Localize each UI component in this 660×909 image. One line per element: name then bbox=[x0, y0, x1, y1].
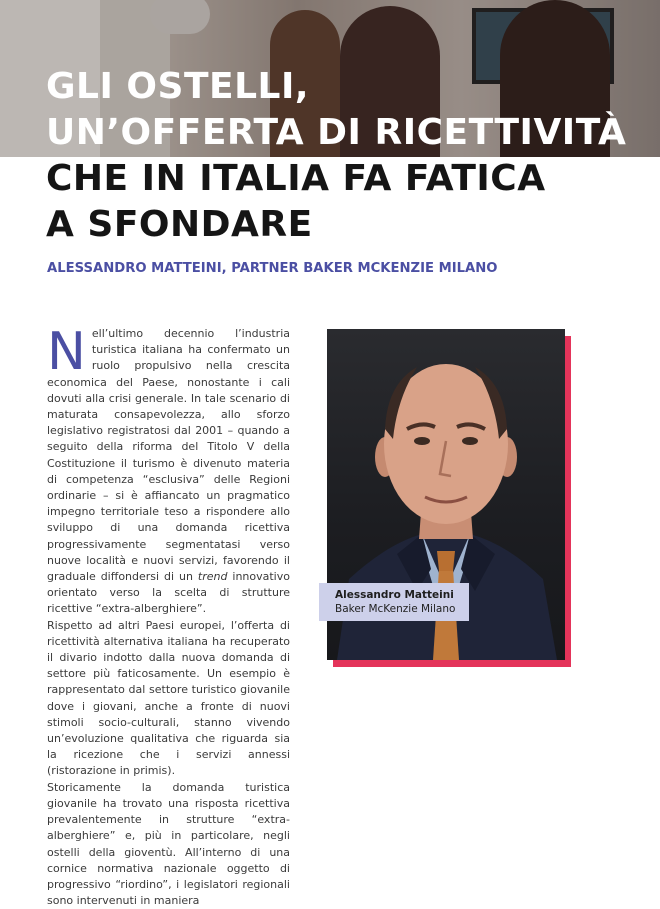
paragraph-3: Storicamente la domanda turistica giovanile ha trovato una risposta ricettiva prevalentemente in strutture “extra-alberghiere” e, più in particolare, negli ostelli della gioventù. All’interno di una cornice normativa nazionale oggetto di progressivo “riordino”, i legislatori regionali sono intervenuti in maniera bbox=[47, 780, 290, 908]
italic-term: trend bbox=[197, 570, 228, 584]
dropcap: N bbox=[47, 322, 86, 382]
portrait-caption bbox=[319, 583, 469, 621]
headline-line-1: GLI OSTELLI, bbox=[46, 66, 310, 107]
headline bbox=[46, 64, 626, 248]
paragraph-2: Rispetto ad altri Paesi europei, l’offerta di ricettività alternativa italiana ha recuperato il divario indotto dalla nuova domanda di settore più faticosamente. Un esempio è rappresentato dal settore turistico giovanile dove i giovani, anche a fronte di nuovi stimoli socio-culturali, stanno vivendo un’evoluzione qualitativa che riguarda sia la ricezione che i servizi annessi (ristorazione in primis). bbox=[47, 618, 290, 778]
paragraph-1-end: innovativo orientato verso la scelta di strutture ricettive “extra-alberghiere”. bbox=[47, 570, 290, 616]
paragraph-1 bbox=[47, 322, 290, 618]
byline: ALESSANDRO MATTEINI, PARTNER BAKER MCKENZIE MILANO bbox=[47, 261, 498, 276]
headline-line-3: CHE IN ITALIA FA FATICA bbox=[46, 158, 546, 199]
caption-name: Alessandro Matteini bbox=[335, 589, 454, 601]
article-body bbox=[47, 322, 290, 909]
headline-line-2: UN’OFFERTA DI RICETTIVITÀ bbox=[46, 112, 627, 153]
paragraph-1-text: ell’ultimo decennio l’industria turistica italiana ha confermato un ruolo propulsivo nella crescita economica del Paese, nonostante i cali dovuti alla crisi generale. In tale scenario di maturata consapevolezza, allo sforzo legislativo registratosi dal 2001 – quando a seguito della riforma del Titolo V della Costituzione il turismo è divenuto materia di competenza “esclusiva” delle Regioni ordinarie – si è affiancato un pragmatico impegno territoriale teso a rispondere allo sviluppo di una domanda ricettiva progressivamente segmentatasi verso nuove località e nuovi servizi, favorendo il graduale diffondersi di un bbox=[47, 327, 290, 584]
headline-line-4: A SFONDARE bbox=[46, 204, 313, 245]
caption-organization: Baker McKenzie Milano bbox=[335, 603, 456, 615]
